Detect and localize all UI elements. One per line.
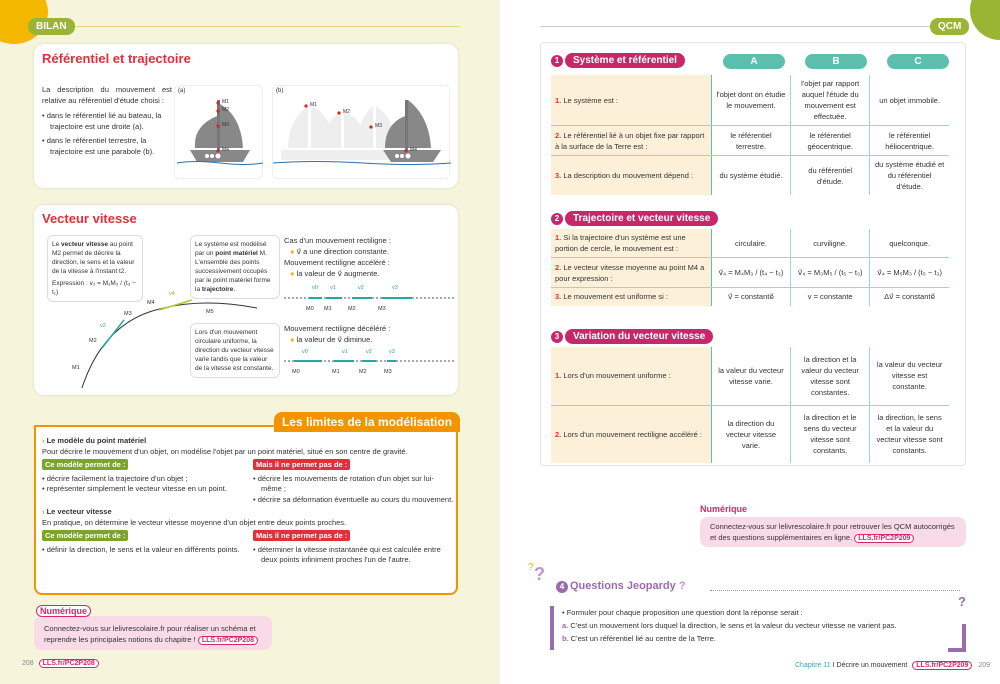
question-number: 2. — [555, 262, 562, 272]
point-label: M5 — [206, 309, 214, 315]
text: C'est un mouvement lors duquel la direction, le sens et la valeur du vecteur vitesse ne varient pas. — [570, 621, 897, 630]
bullet: • représenter simplement le vecteur vitesse en un point. — [42, 484, 243, 495]
section-title — [551, 331, 949, 343]
answer-option[interactable]: du système étudié. — [711, 156, 790, 196]
intro-text: La description du mouvement est relative au référentiel d'étude choisi : — [42, 85, 172, 105]
question-number: 2. — [555, 429, 562, 439]
section-title — [551, 55, 949, 67]
question-text: Le mouvement est uniforme si : — [563, 292, 668, 302]
bullet: • dans le référentiel lié au bateau, la trajectoire est une droite (a). — [42, 110, 172, 132]
section-number: 1 — [551, 55, 563, 67]
bold-text: point matériel — [215, 250, 258, 257]
paragraph: Pour décrire le mouvement d'un objet, on modélise l'objet par un point matériel, situé en son centre de gravité. — [42, 446, 408, 456]
question-text: Le système est : — [563, 95, 618, 105]
jeopardy-item — [562, 632, 962, 645]
vector-label: v3 — [392, 285, 398, 291]
point-label: M3 — [378, 306, 386, 312]
question-number: 2. — [555, 130, 562, 140]
point-label: M4 — [410, 147, 417, 153]
lls-link[interactable]: LLS.fr/PC2P209 — [912, 661, 972, 670]
decelerated-axis — [284, 355, 454, 367]
answer-option[interactable]: la direction et la valeur du vecteur vitesse sont constantes. — [791, 347, 870, 405]
section-label: Variation du vecteur vitesse — [565, 329, 713, 344]
answer-option[interactable]: la direction du vecteur vitesse varie. — [711, 405, 790, 463]
bullet: • dans le référentiel terrestre, la trajectoire est une parabole (b). — [42, 135, 172, 157]
bullet: ● la valeur de v⃗ diminue. — [290, 335, 373, 344]
answer-option[interactable]: l'objet dont on étudie le mouvement. — [711, 75, 790, 126]
answer-option[interactable]: la direction, le sens et la valeur du vecteur vitesse sont constants. — [876, 413, 943, 456]
point-label: M1 — [324, 306, 332, 312]
question-number: 1. — [555, 95, 562, 105]
heading: Mouvement rectiligne décéléré : — [284, 324, 391, 333]
section-number: 2 — [551, 213, 563, 225]
chapter-title: Décrire un mouvement — [836, 662, 908, 669]
referentiel-card — [34, 44, 458, 188]
answer-option[interactable]: le référentiel géocentrique. — [791, 126, 870, 156]
lls-link[interactable]: LLS.fr/PC2P208 — [198, 636, 258, 645]
point-label: M2 — [359, 369, 367, 375]
cons-label: Mais il ne permet pas de : — [253, 530, 350, 541]
answer-option[interactable]: l'objet par rapport auquel l'étude du mouvement est effectuée. — [791, 75, 870, 126]
figure-label: (b) — [276, 88, 284, 94]
numerique-title: Numérique — [36, 605, 91, 617]
header-line — [540, 26, 932, 27]
answer-option[interactable]: curviligne. — [791, 229, 870, 258]
point-label: M1 — [332, 369, 340, 375]
vector-label: v4 — [169, 291, 175, 297]
text: . — [233, 286, 236, 293]
section-title — [551, 213, 949, 225]
bullet: • déterminer la vitesse instantanée qui est calculée entre deux points infiniment proches l'un de l'autre. — [253, 545, 454, 566]
qcm-row — [551, 288, 949, 306]
numerique-box — [700, 517, 966, 547]
jeopardy-section — [528, 562, 970, 653]
vector-label: v0 — [302, 349, 308, 355]
page-number: 208 — [22, 660, 34, 667]
qcm-row — [551, 347, 949, 405]
page-number: 209 — [978, 662, 991, 669]
text: Le système est modélisé par un — [195, 241, 267, 257]
limits-box — [34, 415, 458, 595]
decelere-section — [284, 323, 454, 345]
text: M. L'ensemble des points successivement occupés par le point matériel forme la — [195, 250, 271, 293]
numerique-text: Connectez-vous sur lelivrescolaire.fr pour réaliser un schéma et reprendre les principales notions du chapitre ! — [44, 624, 256, 644]
qcm-row — [551, 258, 949, 288]
text: Le modèle du point matériel — [46, 436, 147, 445]
figure-label: (a) — [178, 88, 186, 94]
limits-title: Les limites de la modélisation — [274, 412, 460, 432]
bullet: • décrire facilement la trajectoire d'un objet ; — [42, 474, 243, 485]
question-text: Si la trajectoire d'un système est une portion de cercle, le mouvement est : — [555, 233, 686, 253]
figure-a — [174, 85, 263, 179]
question — [551, 288, 711, 306]
text: Le vecteur vitesse — [46, 507, 112, 516]
point-label: M3 — [384, 369, 392, 375]
item-letter: b. — [562, 634, 569, 643]
answer-option[interactable]: la valeur du vecteur vitesse varie. — [711, 347, 790, 405]
question-text: La description du mouvement dépend : — [563, 171, 694, 180]
point-label: M1 — [310, 102, 317, 108]
question-mark-icon: ? — [678, 580, 686, 592]
point-label: M3 — [222, 122, 229, 128]
qcm-row — [551, 126, 949, 156]
question-number: 1. — [555, 371, 562, 381]
bullet: ● v⃗ a une direction constante. — [290, 247, 390, 256]
figure-b — [272, 85, 450, 179]
bracket-left — [550, 606, 554, 650]
heading: Mouvement rectiligne accéléré : — [284, 258, 390, 267]
question-text: Lors d'un mouvement rectiligne accéléré : — [563, 429, 702, 439]
column-header-b: B — [805, 54, 867, 69]
question — [551, 126, 711, 156]
answer-option[interactable]: un objet immobile. — [870, 75, 949, 126]
point-label: M4 — [147, 300, 155, 306]
answer-option[interactable]: du référentiel d'étude. — [791, 156, 870, 196]
text: au point M2 permet de décrire la direction, le sens et la valeur de la vitesse à l'instant t2. — [52, 241, 135, 275]
green-corner-decoration — [970, 0, 1000, 40]
point-label: M0 — [292, 369, 300, 375]
point-label: M2 — [89, 338, 97, 344]
jeopardy-item — [562, 619, 962, 632]
column-header-c: C — [887, 54, 949, 69]
bullet: • décrire les mouvements de rotation d'un objet sur lui-même ; — [253, 474, 454, 495]
answer-option[interactable]: la direction et le sens du vecteur vitesse sont constants. — [791, 405, 870, 463]
question-number: 3. — [555, 292, 562, 302]
qcm-row — [551, 156, 949, 196]
answer-option[interactable]: le référentiel héliocentrique. — [870, 126, 949, 156]
expression: Expression : v₂ = M₁M₃ / (t₃ − t₁) — [52, 280, 137, 296]
chapter-label: Chapitre 11 — [795, 662, 831, 669]
rectiligne-section — [284, 235, 454, 279]
vector-label: v1 — [330, 285, 336, 291]
numerique-text: Connectez-vous sur lelivrescolaire.fr pour retrouver les QCM autocorrigés et des questions supplémentaires en ligne. — [710, 522, 955, 542]
qcm-section — [551, 331, 949, 463]
circulaire-bubble: Lors d'un mouvement circulaire uniforme, la direction du vecteur vitesse varie tandis que la valeur de la vitesse est constante. — [190, 323, 280, 378]
qcm-row — [551, 405, 949, 463]
section-number: 3 — [551, 331, 563, 343]
text: la valeur de v⃗ augmente. — [296, 269, 380, 278]
question — [551, 258, 711, 288]
instruction: • Formuler pour chaque proposition une question dont la réponse serait : — [562, 608, 803, 617]
qcm-row — [551, 75, 949, 126]
point-label: M1 — [222, 99, 229, 105]
text: v⃗ a une direction constante. — [296, 247, 390, 256]
right-page — [500, 0, 1000, 684]
answer-option[interactable]: v⃗₄ = M₅M₃ / (t₅ − t₃) — [870, 258, 949, 288]
vector-label: v1 — [342, 349, 348, 355]
sailboat-illustration — [175, 86, 264, 180]
vector-label: v0 — [312, 285, 318, 291]
question-mark-icon: ? — [534, 564, 545, 584]
vector-label: v2 — [100, 323, 106, 329]
point-label: M4 — [222, 147, 229, 153]
numerique-title: Numérique — [700, 504, 748, 514]
question-mark-icon: ? — [528, 562, 534, 573]
question-mark-icon: ? — [958, 594, 966, 609]
card-title: Vecteur vitesse — [42, 211, 137, 226]
question-text: Le vecteur vitesse moyenne au point M4 a pour expression : — [555, 262, 705, 283]
text: Questions Jeopardy — [570, 580, 676, 592]
point-label: M3 — [375, 123, 382, 129]
limits-content — [42, 436, 454, 566]
point-label: M2 — [343, 109, 350, 115]
jeopardy-content — [562, 606, 962, 645]
qcm-row — [551, 229, 949, 258]
question — [551, 347, 711, 405]
answer-option[interactable]: v = constante — [791, 288, 870, 306]
answer-option[interactable]: v⃗₄ = M₄M₃ / (t₄ − t₃) — [711, 258, 790, 288]
answer-option[interactable]: circulaire. — [711, 229, 790, 258]
separator: I — [830, 662, 837, 669]
subsection-title: › Le vecteur vitesse — [42, 507, 112, 516]
answer-option[interactable]: quelconque. — [870, 229, 949, 258]
bullet: • définir la direction, le sens et la valeur en différents points. — [42, 545, 243, 556]
vecteur-vitesse-card — [34, 205, 458, 395]
column-header-a: A — [723, 54, 785, 69]
jeopardy-title — [556, 580, 686, 593]
point-label: M2 — [348, 306, 356, 312]
card-title: Référentiel et trajectoire — [42, 51, 191, 66]
heading: Cas d'un mouvement rectiligne : — [284, 236, 391, 245]
lls-link[interactable]: LLS.fr/PC2P208 — [39, 659, 99, 668]
pros-label: Ce modèle permet de : — [42, 459, 128, 470]
point-label: M0 — [306, 306, 314, 312]
qcm-table — [551, 75, 949, 195]
bullet: ● la valeur de v⃗ augmente. — [290, 269, 380, 278]
question-text: Lors d'un mouvement uniforme : — [563, 371, 671, 381]
question-number: 1. — [555, 233, 562, 242]
qcm-badge: QCM — [930, 18, 969, 35]
qcm-section — [551, 213, 949, 306]
lls-link[interactable]: LLS.fr/PC2P209 — [854, 534, 914, 543]
qcm-section — [551, 55, 949, 195]
vector-label: v2 — [358, 285, 364, 291]
answer-option[interactable]: le référentiel terrestre. — [711, 126, 790, 156]
point-label: M3 — [124, 311, 132, 317]
section-label: Trajectoire et vecteur vitesse — [565, 211, 718, 226]
referentiel-text — [42, 84, 172, 157]
text: C'est un référentiel lié au centre de la Terre. — [570, 634, 716, 643]
cons-label: Mais il ne permet pas de : — [253, 459, 350, 470]
qcm-table — [551, 347, 949, 463]
section-label: Système et référentiel — [565, 53, 685, 68]
accelerated-axis — [284, 292, 454, 304]
section-number: 4 — [556, 581, 568, 593]
answer-option[interactable]: v⃗₄ = M₃M₅ / (t₅ − t₃) — [791, 258, 870, 288]
qcm-table — [551, 229, 949, 306]
footer-left — [22, 660, 99, 667]
answer-option[interactable]: du système étudié et du référentiel d'étude. — [875, 160, 945, 191]
header-line — [60, 26, 460, 27]
bold-text: trajectoire — [201, 286, 234, 293]
sailboat-trajectory-illustration — [273, 86, 451, 180]
qcm-card — [540, 42, 966, 466]
question — [551, 75, 711, 126]
question — [551, 156, 711, 196]
text: Formuler pour chaque proposition une question dont la réponse serait : — [566, 608, 803, 617]
question-number: 3. — [555, 171, 562, 180]
dotted-divider — [710, 590, 960, 591]
text: Le — [52, 241, 62, 248]
bilan-badge: BILAN — [28, 18, 75, 35]
bold-text: vecteur vitesse — [61, 241, 109, 248]
point-label: M2 — [222, 107, 229, 113]
pros-label: Ce modèle permet de : — [42, 530, 128, 541]
point-label: M1 — [72, 365, 80, 371]
paragraph: En pratique, on détermine le vecteur vitesse moyenne d'un objet entre deux points proches. — [42, 517, 347, 527]
answer-option[interactable]: la valeur du vecteur vitesse est constante. — [870, 347, 949, 405]
bullet: • décrire sa déformation éventuelle au cours du mouvement. — [253, 495, 454, 506]
item-letter: a. — [562, 621, 569, 630]
answer-option[interactable]: Δv⃗ = constante⃗ — [884, 292, 936, 302]
question — [551, 405, 711, 463]
question — [551, 229, 711, 258]
footer-right — [795, 662, 990, 669]
vector-label: v3 — [389, 349, 395, 355]
question-text: Le référentiel lié à un objet fixe par rapport à la surface de la Terre est : — [555, 130, 705, 151]
numerique-box — [34, 616, 272, 650]
answer-option[interactable]: v⃗ = constante⃗ — [711, 288, 790, 306]
vector-label: v2 — [366, 349, 372, 355]
text: la valeur de v⃗ diminue. — [296, 335, 373, 344]
subsection-title: › Le modèle du point matériel — [42, 436, 147, 445]
